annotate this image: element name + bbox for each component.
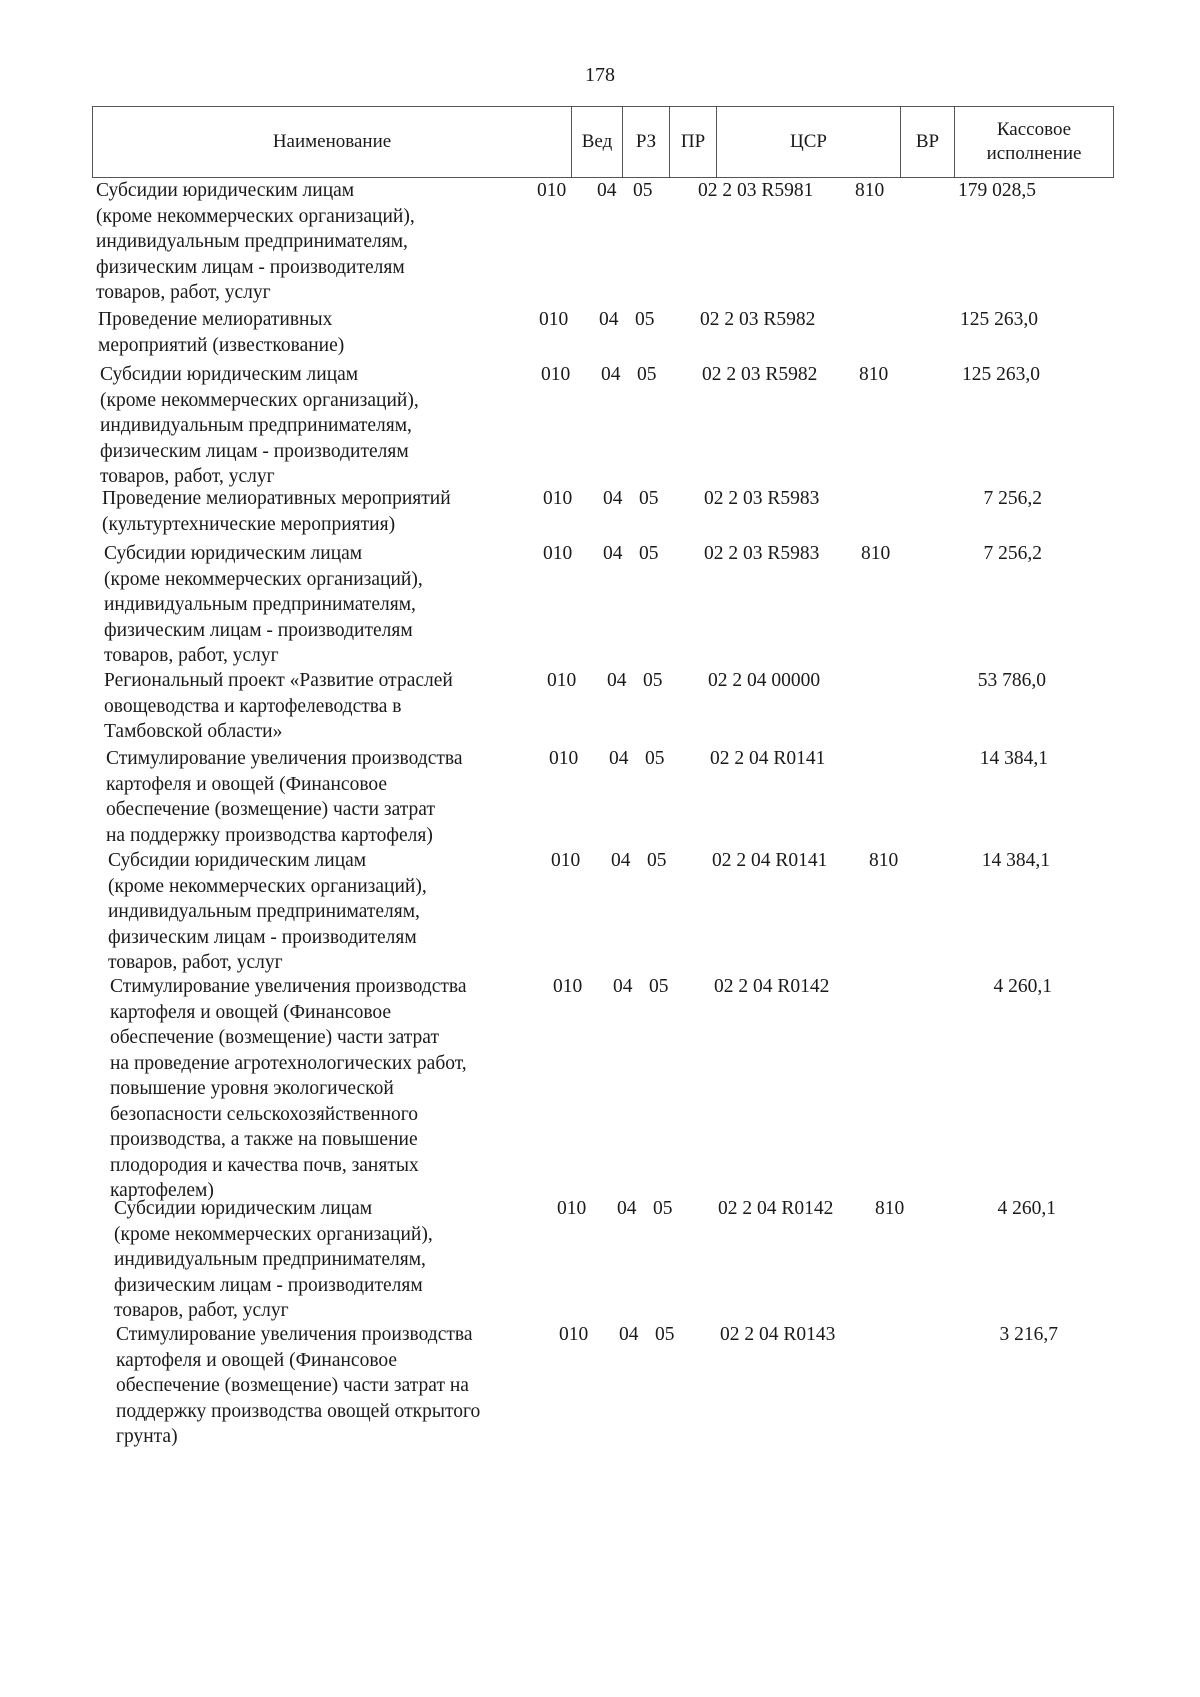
row-ved: 010 — [541, 364, 571, 385]
row-rz: 04 — [601, 364, 621, 385]
row-amount: 53 786,0 — [977, 670, 1046, 691]
row-amount: 14 384,1 — [981, 850, 1050, 871]
row-amount: 179 028,5 — [958, 180, 1036, 201]
row-rz: 04 — [617, 1198, 637, 1219]
row-csr: 02 2 04 R0142 — [714, 976, 830, 997]
row-vr: 810 — [869, 850, 899, 871]
row-csr: 02 2 04 00000 — [708, 670, 821, 691]
row-amount: 4 260,1 — [993, 976, 1052, 997]
row-amount: 7 256,2 — [983, 488, 1042, 509]
row-ved: 010 — [547, 670, 577, 691]
row-ved: 010 — [543, 488, 573, 509]
row-csr: 02 2 04 R0141 — [712, 850, 828, 871]
row-ved: 010 — [557, 1198, 587, 1219]
row-ved: 010 — [553, 976, 583, 997]
page-number: 178 — [585, 64, 615, 86]
row-amount: 14 384,1 — [979, 748, 1048, 769]
row-name: Субсидии юридическим лицам (кроме некоммерческих организаций), индивидуальным предпринимателям, физическим лицам - производителям товаров, работ, услуг — [108, 850, 427, 973]
row-rz: 04 — [611, 850, 631, 871]
header-csr: ЦСР — [717, 107, 901, 178]
row-rz: 04 — [619, 1324, 639, 1345]
row-pr: 05 — [635, 309, 655, 330]
row-csr: 02 2 04 R0143 — [720, 1324, 836, 1345]
header-vr: ВР — [901, 107, 955, 178]
row-amount: 7 256,2 — [983, 543, 1042, 564]
row-amount: 125 263,0 — [960, 309, 1038, 330]
row-pr: 05 — [633, 180, 653, 201]
row-csr: 02 2 03 R5983 — [704, 543, 820, 564]
row-vr: 810 — [855, 180, 885, 201]
row-name: Субсидии юридическим лицам (кроме некоммерческих организаций), индивидуальным предпринимателям, физическим лицам - производителям товаров, работ, услуг — [104, 543, 423, 666]
row-csr: 02 2 03 R5981 — [698, 180, 814, 201]
row-pr: 05 — [649, 976, 669, 997]
row-name: Проведение мелиоративных мероприятий (известкование) — [98, 309, 345, 356]
row-vr: 810 — [861, 543, 891, 564]
row-pr: 05 — [639, 488, 659, 509]
row-csr: 02 2 03 R5983 — [704, 488, 820, 509]
row-name: Субсидии юридическим лицам (кроме некоммерческих организаций), индивидуальным предпринимателям, физическим лицам - производителям товаров, работ, услуг — [114, 1198, 433, 1321]
row-pr: 05 — [653, 1198, 673, 1219]
row-pr: 05 — [639, 543, 659, 564]
row-name: Стимулирование увеличения производства картофеля и овощей (Финансовое обеспечение (возмещение) части затрат на поддержку производства картофеля) — [106, 748, 463, 846]
row-name: Субсидии юридическим лицам (кроме некоммерческих организаций), индивидуальным предпринимателям, физическим лицам - производителям товаров, работ, услуг — [100, 364, 419, 487]
row-ved: 010 — [559, 1324, 589, 1345]
row-rz: 04 — [599, 309, 619, 330]
row-rz: 04 — [613, 976, 633, 997]
row-csr: 02 2 03 R5982 — [702, 364, 818, 385]
row-ved: 010 — [537, 180, 567, 201]
header-amount-line2: исполнение — [986, 143, 1082, 164]
row-amount: 125 263,0 — [962, 364, 1040, 385]
row-name: Стимулирование увеличения производства картофеля и овощей (Финансовое обеспечение (возмещение) части затрат на проведение агротехнологических работ, повышение уровня экологической безопасности сельскохозяйственного производства, а также на повышение плодородия и качества почв, занятых картофелем) — [110, 976, 467, 1201]
row-csr: 02 2 03 R5982 — [700, 309, 816, 330]
header-rz: РЗ — [623, 107, 670, 178]
row-pr: 05 — [655, 1324, 675, 1345]
row-csr: 02 2 04 R0142 — [718, 1198, 834, 1219]
row-ved: 010 — [551, 850, 581, 871]
row-pr: 05 — [647, 850, 667, 871]
row-rz: 04 — [603, 543, 623, 564]
row-name: Стимулирование увеличения производства картофеля и овощей (Финансовое обеспечение (возмещение) части затрат на поддержку производства овощей открытого грунта) — [116, 1324, 481, 1447]
row-name: Проведение мелиоративных мероприятий (культуртехнические мероприятия) — [102, 488, 451, 535]
row-pr: 05 — [637, 364, 657, 385]
row-pr: 05 — [643, 670, 663, 691]
row-rz: 04 — [607, 670, 627, 691]
row-rz: 04 — [597, 180, 617, 201]
row-rz: 04 — [609, 748, 629, 769]
row-ved: 010 — [543, 543, 573, 564]
row-vr: 810 — [859, 364, 889, 385]
header-pr: ПР — [670, 107, 717, 178]
header-amount-line1: Кассовое — [996, 119, 1072, 141]
row-csr: 02 2 04 R0141 — [710, 748, 826, 769]
row-pr: 05 — [645, 748, 665, 769]
row-amount: 3 216,7 — [999, 1324, 1058, 1345]
row-ved: 010 — [549, 748, 579, 769]
header-ved: Вед — [572, 107, 623, 178]
row-name: Субсидии юридическим лицам (кроме некоммерческих организаций), индивидуальным предпринимателям, физическим лицам - производителям товаров, работ, услуг — [96, 180, 415, 303]
row-rz: 04 — [603, 488, 623, 509]
header-name: Наименование — [93, 107, 572, 178]
row-name: Региональный проект «Развитие отраслей овощеводства и картофелеводства в Тамбовской области» — [104, 670, 453, 742]
row-ved: 010 — [539, 309, 569, 330]
row-vr: 810 — [875, 1198, 905, 1219]
row-amount: 4 260,1 — [997, 1198, 1056, 1219]
